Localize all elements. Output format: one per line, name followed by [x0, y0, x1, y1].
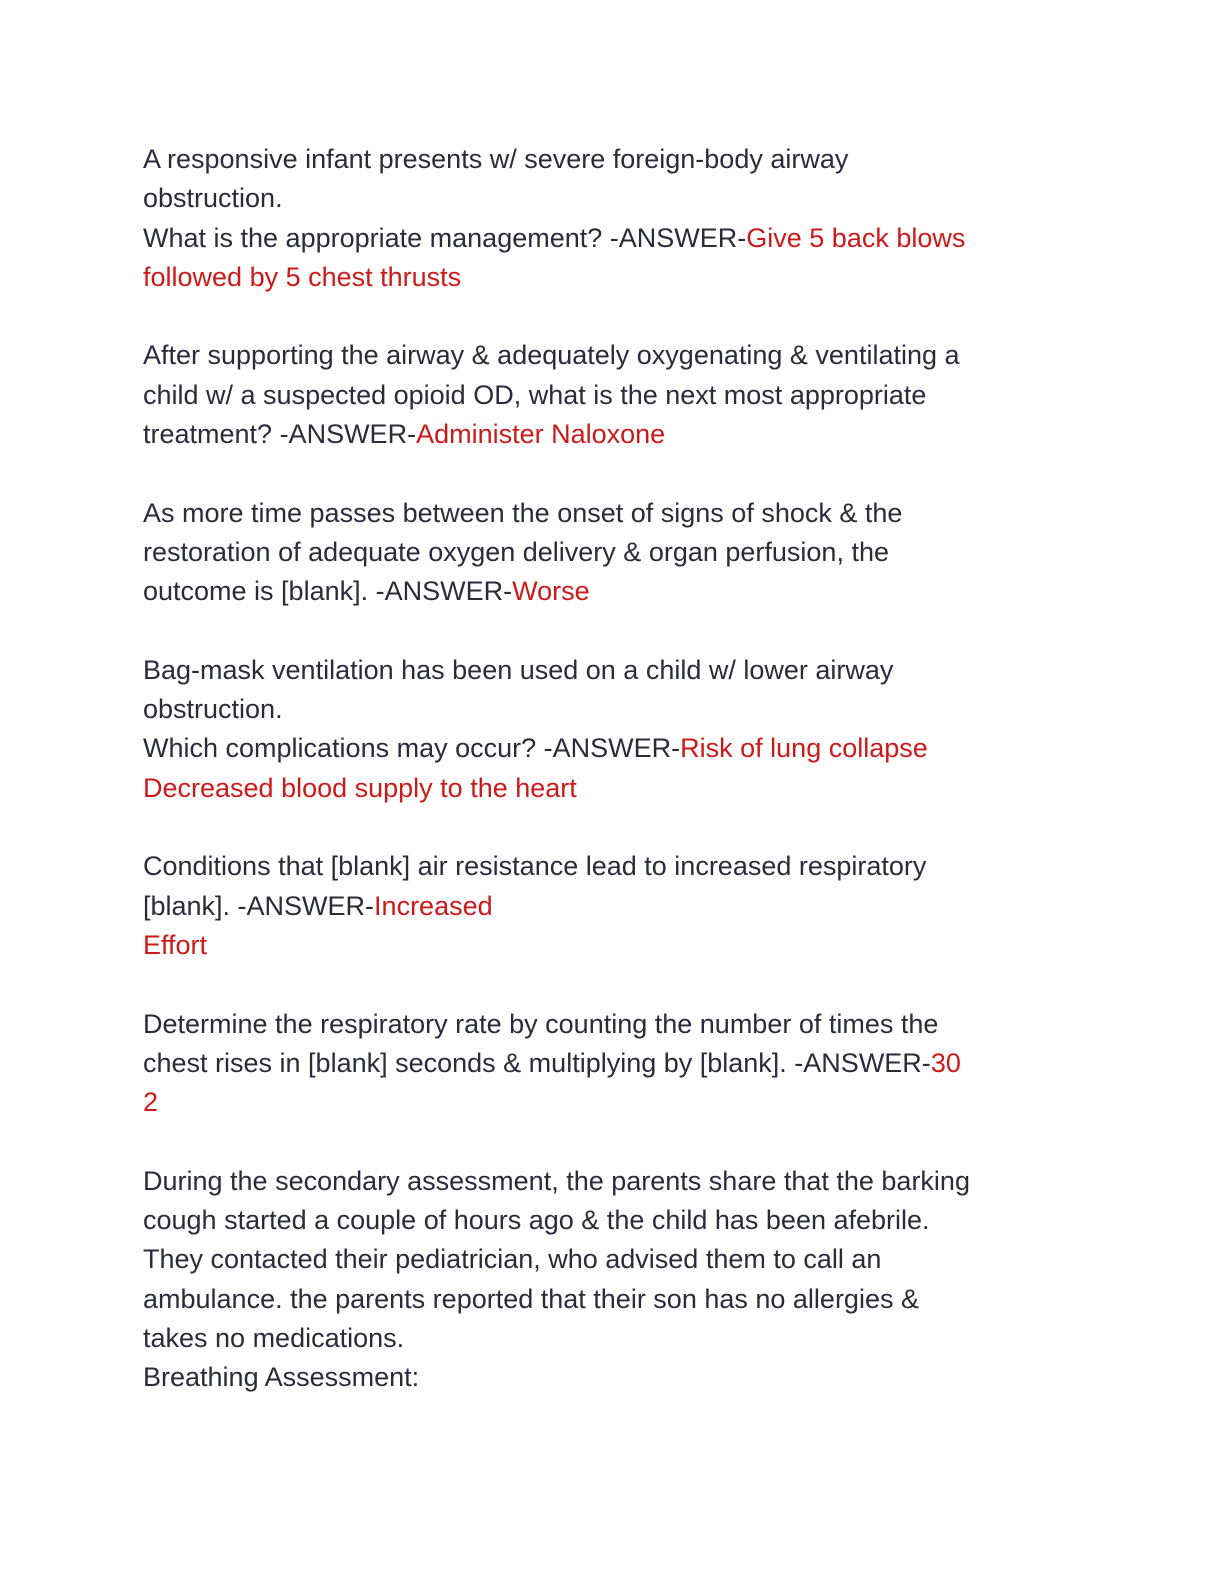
qa-block: [143, 494, 1083, 612]
question-text: outcome is [blank]. -ANSWER-: [143, 576, 513, 607]
answer-text: Increased: [374, 890, 493, 921]
paragraph-gap: [143, 965, 1083, 1004]
question-text: treatment? -ANSWER-: [143, 419, 417, 450]
question-answer-line: [143, 572, 1083, 611]
answer-text: Administer Naloxone: [416, 419, 666, 450]
paragraph-line: takes no medications.: [143, 1322, 405, 1353]
paragraph-line: During the secondary assessment, the parents share that the barking: [143, 1165, 970, 1196]
qa-block: [143, 847, 1083, 965]
question-answer-line: [143, 219, 1083, 258]
question-line: Conditions that [blank] air resistance lead to increased respiratory: [143, 851, 927, 882]
question-line: Determine the respiratory rate by counting the number of times the: [143, 1008, 939, 1039]
qa-block: [143, 651, 1083, 808]
qa-block: [143, 1005, 1083, 1123]
paragraph-gap: [143, 1122, 1083, 1161]
question-answer-line: [143, 887, 1083, 926]
answer-text: 30: [930, 1047, 961, 1078]
paragraph-line: They contacted their pediatrician, who advised them to call an: [143, 1244, 882, 1275]
question-text: [blank]. -ANSWER-: [143, 890, 375, 921]
paragraph-gap: [143, 454, 1083, 493]
question-text: chest rises in [blank] seconds & multiplying by [blank]. -ANSWER-: [143, 1047, 931, 1078]
question-line: After supporting the airway & adequately oxygenating & ventilating a: [143, 340, 960, 371]
answer-text: Risk of lung collapse: [680, 733, 928, 764]
paragraph-gap: [143, 612, 1083, 651]
question-line: restoration of adequate oxygen delivery & organ perfusion, the: [143, 536, 889, 567]
paragraph-line: ambulance. the parents reported that their son has no allergies &: [143, 1283, 919, 1314]
question-answer-line: [143, 729, 1083, 768]
paragraph-line: Breathing Assessment:: [143, 1362, 420, 1393]
question-text: Which complications may occur? -ANSWER-: [143, 733, 681, 764]
paragraph-line: cough started a couple of hours ago & the child has been afebrile.: [143, 1205, 930, 1236]
qa-block: [143, 140, 1083, 297]
question-line: As more time passes between the onset of signs of shock & the: [143, 497, 903, 528]
question-line: obstruction.: [143, 694, 283, 725]
answer-line: followed by 5 chest thrusts: [143, 261, 462, 292]
question-line: child w/ a suspected opioid OD, what is the next most appropriate: [143, 379, 927, 410]
document-page: [143, 140, 1083, 1398]
question-line: obstruction.: [143, 183, 283, 214]
question-answer-line: [143, 1044, 1083, 1083]
question-answer-line: [143, 415, 1083, 454]
answer-line: Effort: [143, 929, 208, 960]
question-text: What is the appropriate management? -ANSWER-: [143, 222, 747, 253]
paragraph-gap: [143, 808, 1083, 847]
question-line: Bag-mask ventilation has been used on a child w/ lower airway: [143, 654, 894, 685]
paragraph-gap: [143, 297, 1083, 336]
answer-line: 2: [143, 1087, 159, 1118]
qa-block: [143, 336, 1083, 454]
final-paragraph: [143, 1162, 1083, 1398]
answer-line: Decreased blood supply to the heart: [143, 772, 577, 803]
question-line: A responsive infant presents w/ severe foreign-body airway: [143, 144, 849, 174]
answer-text: Give 5 back blows: [746, 222, 966, 253]
answer-text: Worse: [512, 576, 590, 607]
